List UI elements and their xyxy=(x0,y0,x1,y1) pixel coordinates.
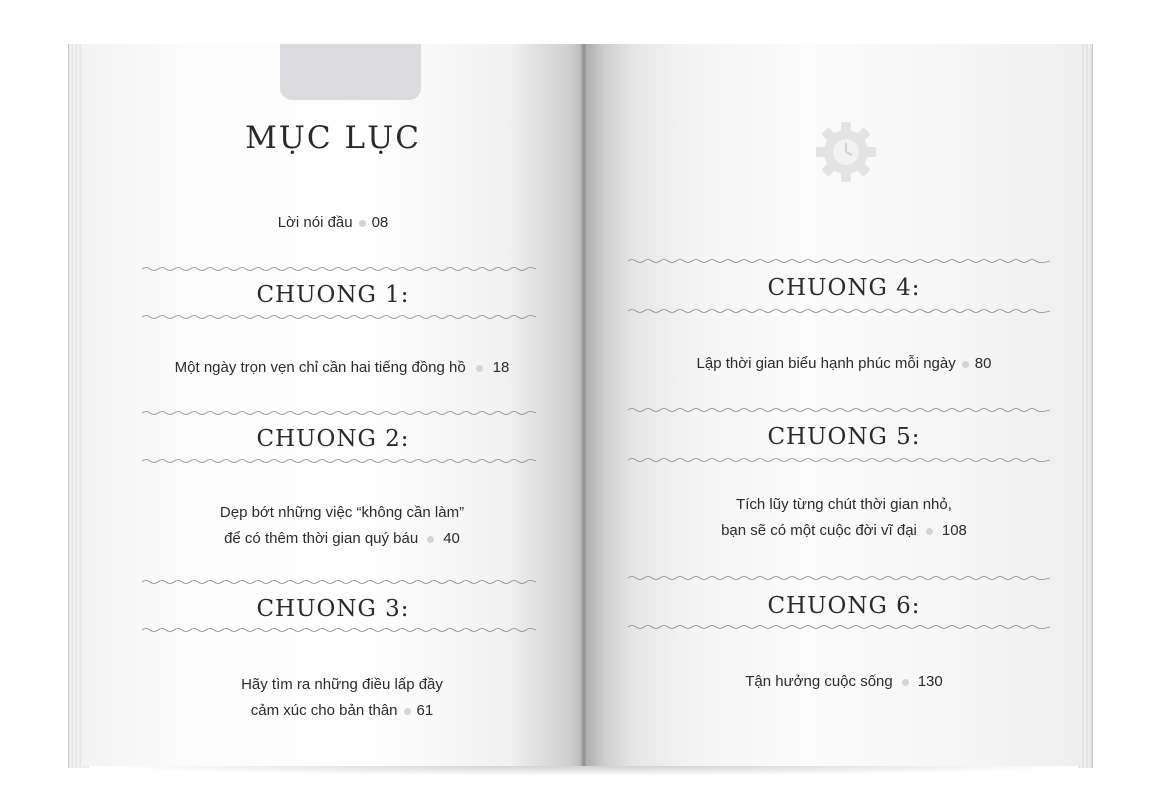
wavy-rule xyxy=(142,627,536,633)
toc-entry-chapter-6 xyxy=(584,669,1104,695)
chapter-heading-5: CHUONG 5: xyxy=(767,424,921,450)
toc-entry-page: 130 xyxy=(917,673,943,690)
toc-entry-page: 08 xyxy=(371,214,389,231)
wavy-rule xyxy=(628,407,1050,413)
chapter-heading-2: CHUONG 2: xyxy=(256,426,410,452)
wavy-rule xyxy=(142,314,536,320)
toc-entry-chapter-2 xyxy=(82,500,602,552)
toc-entry-page: 18 xyxy=(492,359,510,376)
toc-entry-chapter-5 xyxy=(584,492,1104,544)
bookmark-tab xyxy=(280,44,421,100)
wavy-rule xyxy=(142,579,536,585)
toc-entry-text: Hãy tìm ra những điều lấp đầy xyxy=(241,676,443,693)
toc-entry-page: 40 xyxy=(443,530,460,547)
wavy-rule xyxy=(142,410,536,416)
wavy-rule xyxy=(628,575,1050,581)
chapter-heading-4: CHUONG 4: xyxy=(767,275,921,301)
toc-entry-text: Tận hưởng cuộc sống xyxy=(745,673,893,690)
toc-entry-chapter-4 xyxy=(584,351,1104,377)
bullet-dot-icon xyxy=(962,361,969,368)
toc-entry-text: Lời nói đầu xyxy=(277,214,353,231)
toc-entry-page: 61 xyxy=(416,702,434,719)
toc-entry-text: cảm xúc cho bản thân xyxy=(250,702,398,719)
page-edges-right xyxy=(1078,44,1093,768)
bullet-dot-icon xyxy=(427,536,434,543)
toc-title: MỤC LỤC xyxy=(245,120,421,156)
bullet-dot-icon xyxy=(476,365,483,372)
bullet-dot-icon xyxy=(404,708,411,715)
toc-entry-chapter-1 xyxy=(82,355,602,381)
toc-entry-text: Lập thời gian biểu hạnh phúc mỗi ngày xyxy=(696,355,956,372)
chapter-heading-6: CHUONG 6: xyxy=(767,593,921,619)
toc-entry-text: để có thêm thời gian quý báu xyxy=(224,530,419,547)
wavy-rule xyxy=(628,308,1050,314)
toc-entry-page: 80 xyxy=(974,355,992,372)
toc-entry-text: Tích lũy từng chút thời gian nhỏ, xyxy=(736,496,952,513)
bullet-dot-icon xyxy=(902,679,909,686)
chapter-heading-3: CHUONG 3: xyxy=(256,596,410,622)
toc-entry-intro xyxy=(82,210,584,236)
toc-entry-text: Dẹp bớt những việc “không cần làm” xyxy=(219,504,465,521)
wavy-rule xyxy=(628,457,1050,463)
chapter-heading-1: CHUONG 1: xyxy=(256,282,410,308)
wavy-rule xyxy=(142,266,536,272)
wavy-rule xyxy=(628,624,1050,630)
wavy-rule xyxy=(142,458,536,464)
toc-entry-text: Một ngày trọn vẹn chỉ cần hai tiếng đồng hồ xyxy=(174,359,466,376)
bullet-dot-icon xyxy=(926,528,933,535)
toc-entry-page: 108 xyxy=(941,522,967,539)
clock-gear-icon xyxy=(815,121,877,183)
toc-entry-text: bạn sẽ có một cuộc đời vĩ đại xyxy=(721,522,917,539)
toc-entry-chapter-3 xyxy=(82,672,602,724)
bullet-dot-icon xyxy=(359,220,366,227)
wavy-rule xyxy=(628,258,1050,264)
